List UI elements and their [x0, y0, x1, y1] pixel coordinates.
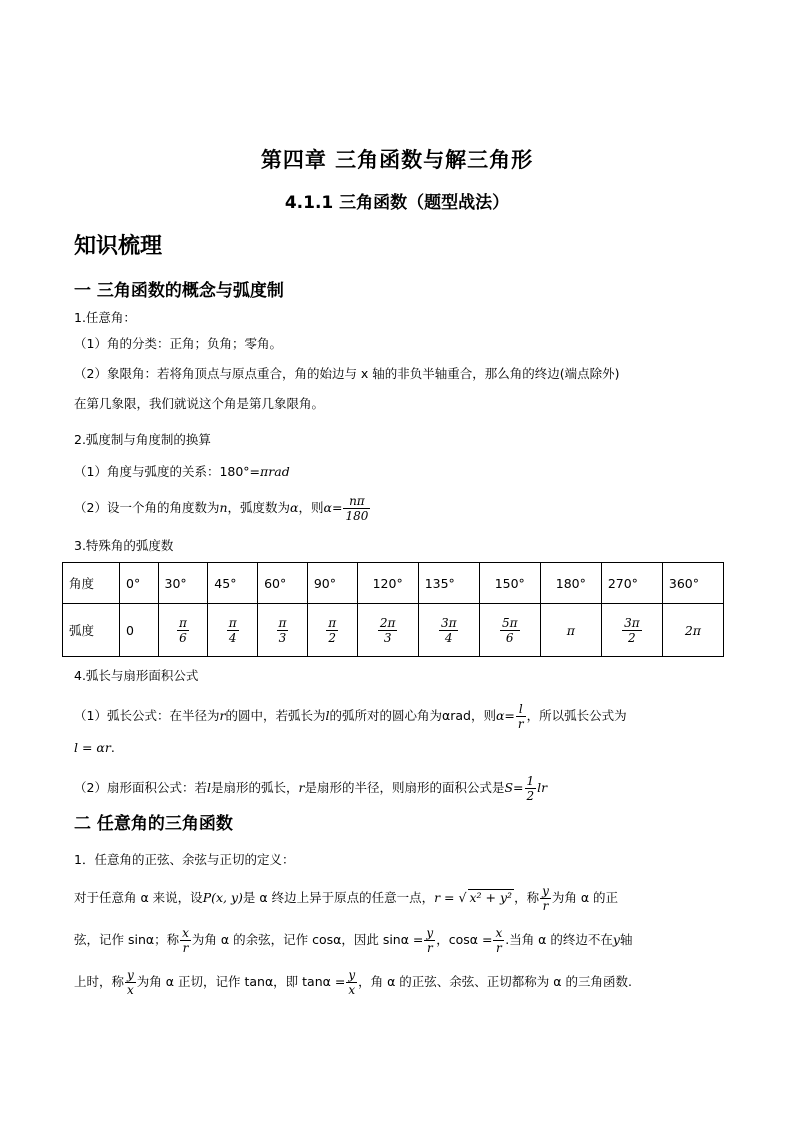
def-line1: 对于任意角 α 来说，设P(x, y)是 α 终边上异于原点的任意一点，r = √ x² + y² ，称 $\frac{y}{r}$ 为角 α 的正	[74, 884, 619, 913]
deg-cell: 270°	[601, 563, 662, 604]
degree-row-label: 角度	[63, 563, 120, 604]
deg-cell: 135°	[418, 563, 479, 604]
deg-cell: 30°	[158, 563, 208, 604]
degree-row	[63, 563, 724, 604]
rad-cell: 0	[120, 604, 159, 657]
item4-line1: （1）弧长公式：在半径为r的圆中，若弧长为l的弧所对的圆心角为αrad，则α= $\frac{l}{r}$ ，所以弧长公式为	[74, 702, 627, 731]
rad-cell: $\frac{2\pi}{3}$	[357, 604, 418, 657]
p2-item1-title: 1．任意角的正弦、余弦与正切的定义：	[74, 852, 295, 867]
deg-cell: 360°	[662, 563, 723, 604]
deg-cell: 60°	[258, 563, 308, 604]
item1-title: 1.任意角：	[74, 310, 136, 325]
deg-cell: 120°	[357, 563, 418, 604]
rad-cell: π	[540, 604, 601, 657]
radian-row	[63, 604, 724, 657]
rad-cell: $\frac{\pi}{4}$	[208, 604, 258, 657]
item2-line1-text: （1）角度与弧度的关系：180°=	[74, 464, 261, 479]
rad-cell: $\frac{5\pi}{6}$	[479, 604, 540, 657]
pi-rad: πrad	[260, 464, 290, 479]
item2-line1	[74, 464, 290, 480]
item2-line2	[74, 494, 371, 523]
radian-row-label: 弧度	[63, 604, 120, 657]
sqrt-expr: x² + y²	[469, 890, 513, 905]
item2-title: 2.弧度制与角度制的换算	[74, 432, 211, 447]
item1-line1: （1）角的分类：正角；负角；零角。	[74, 336, 282, 351]
item1-line2: （2）象限角：若将角顶点与原点重合，角的始边与 x 轴的非负半轴重合，那么角的终边(端点除外)	[74, 366, 620, 381]
alpha-eq: α=	[323, 500, 343, 515]
def-line3: 上时，称 $\frac{y}{x}$ 为角 α 正切，记作 tanα，即 tanα = $\frac{y}{x}$ ，角 α 的正弦、余弦、正切都称为 α 的三角函数.	[74, 968, 632, 997]
deg-cell: 150°	[479, 563, 540, 604]
var-r: r	[219, 708, 226, 723]
special-angles-table	[62, 562, 724, 657]
deg-cell: 90°	[307, 563, 357, 604]
item2-line2-then: ，则	[298, 500, 324, 515]
rad-cell: $\frac{3\pi}{2}$	[601, 604, 662, 657]
deg-cell: 45°	[208, 563, 258, 604]
one-half: $\frac{1}{2}$	[526, 774, 535, 803]
point-p: P(x, y)	[202, 890, 243, 905]
rad-cell: $\frac{\pi}{3}$	[258, 604, 308, 657]
var-l: l	[325, 708, 330, 723]
deg-cell: 180°	[540, 563, 601, 604]
arc-length-formula: l = αr.	[74, 740, 115, 755]
item2-line2-mid: ，弧度数为	[227, 500, 291, 515]
def-line2: 弦，记作 sinα；称 $\frac{x}{r}$ 为角 α 的余弦，记作 cosα，因此 sinα = $\frac{y}{r}$ ，cosα = $\frac{x}{r}$ .当角 α 的终边不在y轴	[74, 926, 633, 955]
item1-line3: 在第几象限，我们就说这个角是第几象限角。	[74, 396, 325, 411]
knowledge-heading: 知识梳理	[74, 234, 163, 259]
part1-heading: 一 三角函数的概念与弧度制	[74, 281, 284, 301]
item4-title: 4.弧长与扇形面积公式	[74, 668, 199, 683]
item3-title: 3.特殊角的弧度数	[74, 538, 174, 553]
l-over-r: $\frac{l}{r}$	[517, 702, 524, 731]
n-pi-over-180: $\frac{n\pi}{180}$	[345, 494, 369, 523]
chapter-title: 第四章 三角函数与解三角形	[260, 148, 534, 172]
item4-line3: （2）扇形面积公式：若l是扇形的弧长，r是扇形的半径，则扇形的面积公式是S= $\frac{1}{2}$ lr	[74, 774, 548, 803]
var-alpha: α	[290, 500, 299, 515]
rad-cell: 2π	[662, 604, 723, 657]
part2-heading: 二 任意角的三角函数	[74, 814, 233, 834]
rad-cell: $\frac{\pi}{6}$	[158, 604, 208, 657]
var-alpha: α	[441, 708, 451, 723]
item2-line2-prefix: （2）设一个角的角度数为	[74, 500, 220, 515]
rad-cell: $\frac{\pi}{2}$	[307, 604, 357, 657]
deg-cell: 0°	[120, 563, 159, 604]
var-n: n	[219, 500, 228, 515]
section-subtitle: 4.1.1 三角函数（题型战法）	[284, 193, 510, 213]
rad-cell: $\frac{3\pi}{4}$	[418, 604, 479, 657]
